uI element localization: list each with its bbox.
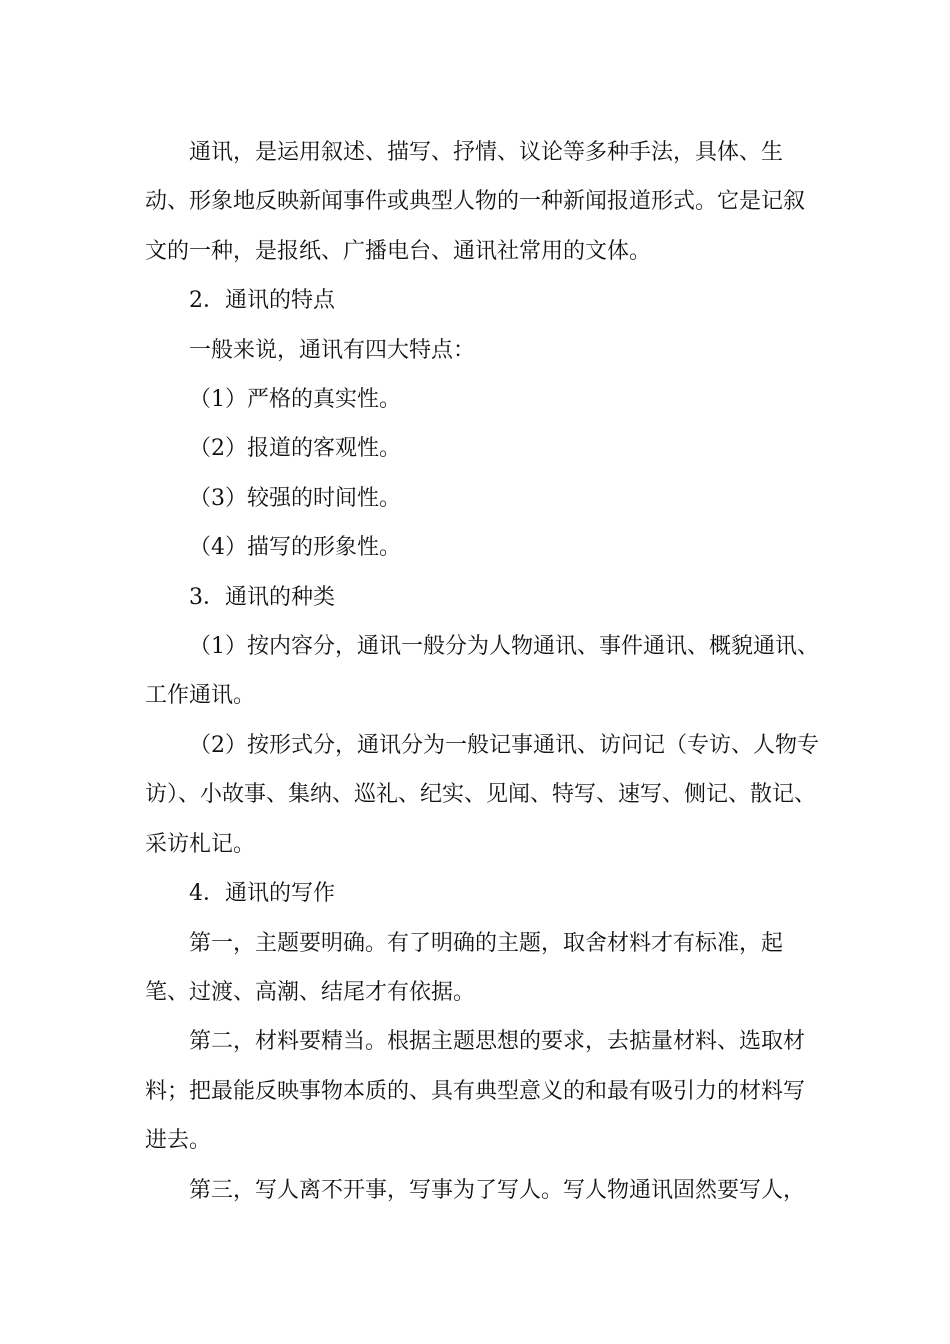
- list-item-feature-4: （4）描写的形象性。: [189, 535, 401, 561]
- paragraph-definition: 通讯，是运用叙述、描写、抒情、议论等多种手法，具体、生动、形象地反映新闻事件或典型人物的一种新闻报道形式。它是记叙文的一种，是报纸、广播电台、通讯社常用的文体。: [145, 140, 806, 264]
- paragraph-writing-2: 第二，材料要精当。根据主题思想的要求，去掂量材料、选取材料；把最能反映事物本质的、具有典型意义的和最有吸引力的材料写进去。: [145, 1029, 806, 1154]
- paragraph-writing-3: 第三，写人离不开事，写事为了写人。写人物通讯固然要写人，: [189, 1177, 806, 1203]
- paragraph-features-intro: 一般来说，通讯有四大特点：: [189, 337, 476, 363]
- list-item-feature-1: （1）严格的真实性。: [189, 387, 401, 413]
- paragraph-writing-1: 第一，主题要明确。有了明确的主题，取舍材料才有标准，起笔、过渡、高潮、结尾才有依据。: [145, 930, 784, 1005]
- heading-features: 2．通讯的特点: [189, 288, 335, 314]
- heading-types: 3．通讯的种类: [189, 584, 335, 610]
- list-item-type-form: （2）按形式分，通讯分为一般记事通讯、访问记（专访、人物专访）、小故事、集纳、巡礼、纪实、见闻、特写、速写、侧记、散记、采访札记。: [145, 732, 819, 857]
- heading-writing: 4．通讯的写作: [189, 881, 335, 907]
- list-item-feature-2: （2）报道的客观性。: [189, 436, 401, 462]
- list-item-feature-3: （3）较强的时间性。: [189, 485, 401, 511]
- document-body: [145, 128, 825, 1215]
- list-item-type-content: （1）按内容分，通讯一般分为人物通讯、事件通讯、概貌通讯、工作通讯。: [145, 634, 819, 709]
